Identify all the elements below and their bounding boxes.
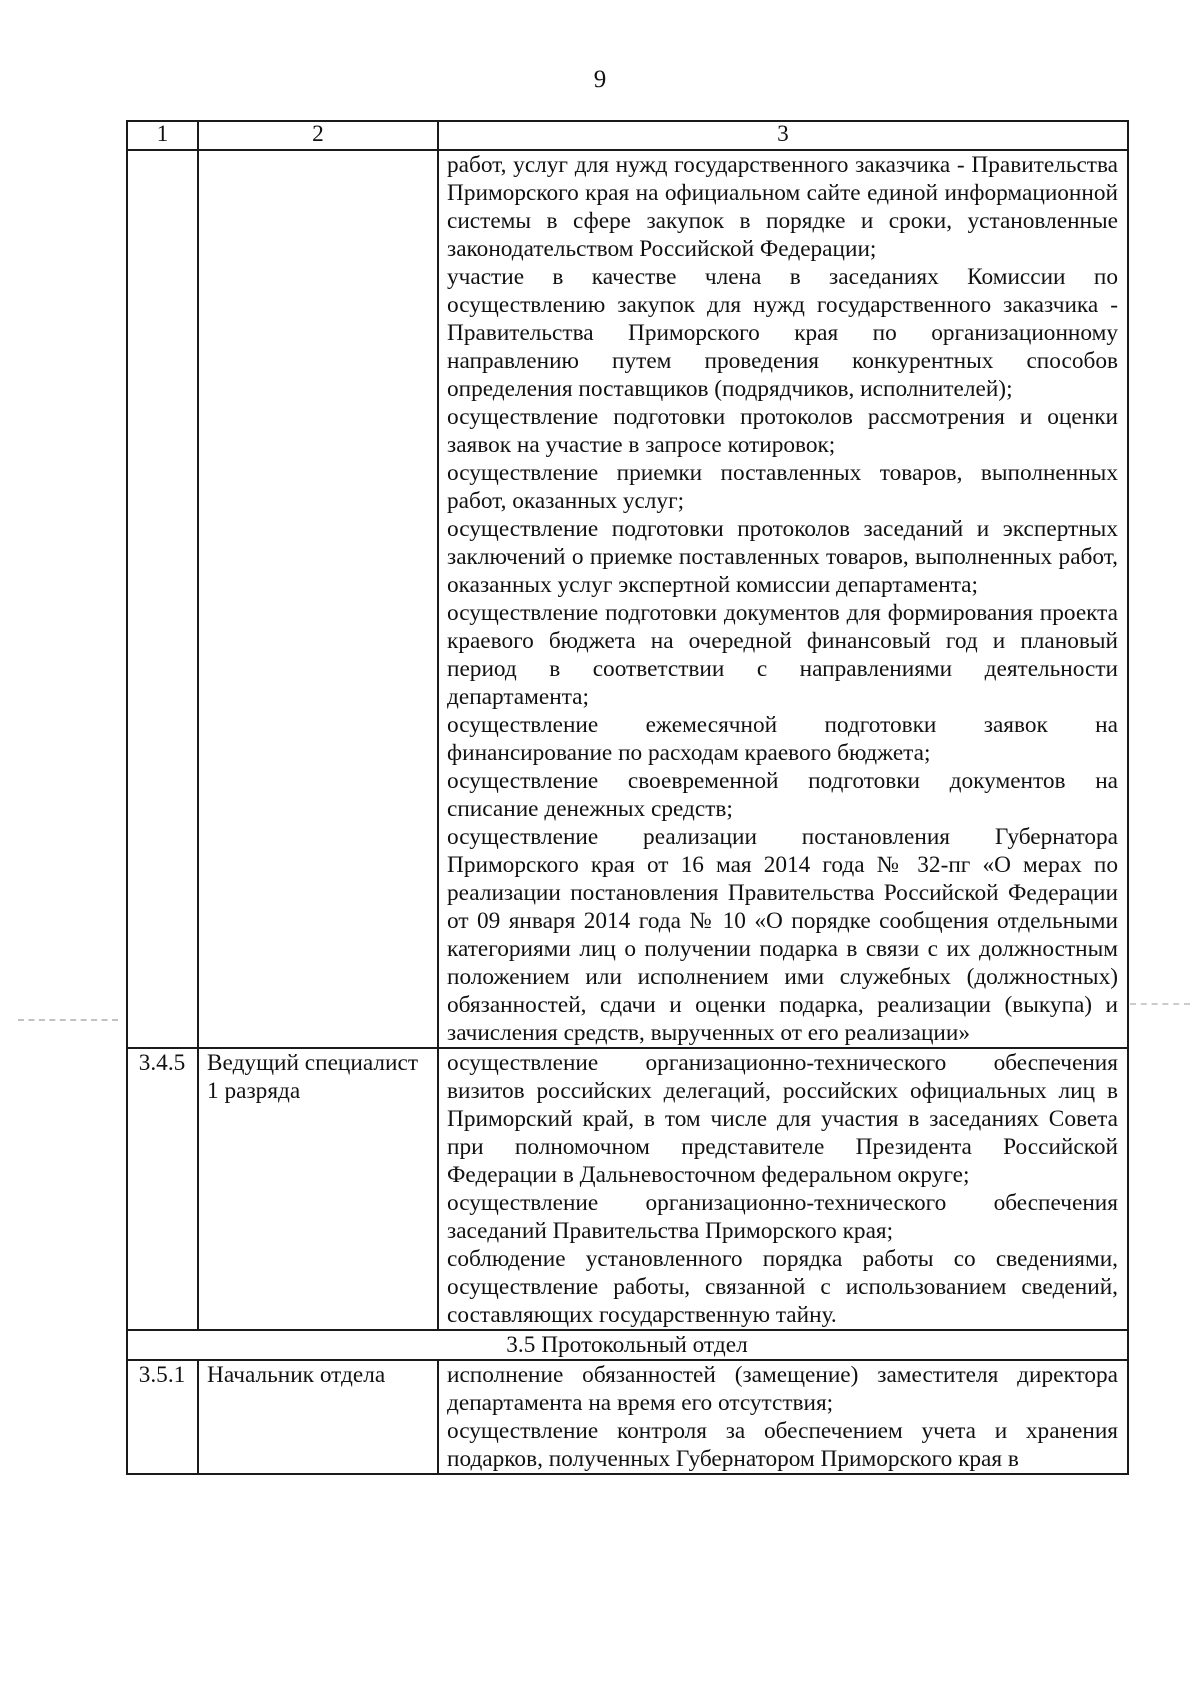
position-cell: Ведущий специалист 1 разряда xyxy=(198,1048,438,1330)
duty-paragraph: осуществление реализации постановления Губернатора Приморского края от 16 мая 2014 года № 32-пг «О мерах по реализации постановления Правительства Российской Федерации от 09 января 2014 года № 10 «О порядке сообщения отдельными категориями лиц о получении подарка в связи с их должностным положением или исполнением ими служебных (должностных) обязанностей, сдачи и оценки подарка, реализации (выкупа) и зачисления средств, вырученных от его реализации» xyxy=(447,824,1118,1046)
duty-paragraph: исполнение обязанностей (замещение) заместителя директора департамента на время его отсутствия; xyxy=(447,1362,1118,1416)
duty-paragraph: осуществление ежемесячной подготовки заявок на финансирование по расходам краевого бюджета; xyxy=(447,712,1118,766)
duties-table xyxy=(126,120,1129,1475)
table-row-continuation xyxy=(127,150,1128,1048)
table-row-3-4-5 xyxy=(127,1048,1128,1330)
duties-cell xyxy=(438,150,1128,1048)
duty-paragraph: осуществление подготовки протоколов рассмотрения и оценки заявок на участие в запросе котировок; xyxy=(447,404,1118,458)
row-number-cell: 3.5.1 xyxy=(127,1360,198,1474)
table-row-3-5-1 xyxy=(127,1360,1128,1474)
table-header-row xyxy=(127,121,1128,150)
column-header-3: 3 xyxy=(438,121,1128,150)
duties-cell xyxy=(438,1048,1128,1330)
duty-paragraph: осуществление контроля за обеспечением учета и хранения подарков, полученных Губернатором Приморского края в xyxy=(447,1418,1118,1472)
duty-paragraph: осуществление организационно-технического обеспечения заседаний Правительства Приморского края; xyxy=(447,1190,1118,1244)
position-cell: Начальник отдела xyxy=(198,1360,438,1474)
row-number-cell xyxy=(127,150,198,1048)
duty-paragraph: осуществление подготовки документов для формирования проекта краевого бюджета на очередной финансовый год и плановый период в соответствии с направлениями деятельности департамента; xyxy=(447,600,1118,710)
duty-paragraph: осуществление своевременной подготовки документов на списание денежных средств; xyxy=(447,768,1118,822)
scan-artifact-right xyxy=(1130,1003,1190,1005)
duty-paragraph: осуществление организационно-технического обеспечения визитов российских делегаций, российских официальных лиц в Приморский край, в том числе для участия в заседаниях Совета при полномочном представителе Президента Российской Федерации в Дальневосточном федеральном округе; xyxy=(447,1050,1118,1188)
column-header-2: 2 xyxy=(198,121,438,150)
duties-cell xyxy=(438,1360,1128,1474)
page-number: 9 xyxy=(593,66,607,93)
duty-paragraph: участие в качестве члена в заседаниях Комиссии по осуществлению закупок для нужд государственного заказчика - Правительства Приморского края по организационному направлению путем проведения конкурентных способов определения поставщиков (подрядчиков, исполнителей); xyxy=(447,264,1118,402)
duty-paragraph: осуществление подготовки протоколов заседаний и экспертных заключений о приемке поставленных товаров, выполненных работ, оказанных услуг экспертной комиссии департамента; xyxy=(447,516,1118,598)
section-title-row xyxy=(127,1330,1128,1360)
row-number-cell: 3.4.5 xyxy=(127,1048,198,1330)
duty-paragraph: осуществление приемки поставленных товаров, выполненных работ, оказанных услуг; xyxy=(447,460,1118,514)
duty-paragraph: работ, услуг для нужд государственного заказчика - Правительства Приморского края на официальном сайте единой информационной системы в сфере закупок в порядке и сроки, установленные законодательством Российской Федерации; xyxy=(447,152,1118,262)
section-title: 3.5 Протокольный отдел xyxy=(127,1330,1128,1360)
position-cell xyxy=(198,150,438,1048)
scan-artifact-left xyxy=(18,1019,118,1021)
duty-paragraph: соблюдение установленного порядка работы со сведениями, осуществление работы, связанной с использованием сведений, составляющих государственную тайну. xyxy=(447,1246,1118,1328)
column-header-1: 1 xyxy=(127,121,198,150)
